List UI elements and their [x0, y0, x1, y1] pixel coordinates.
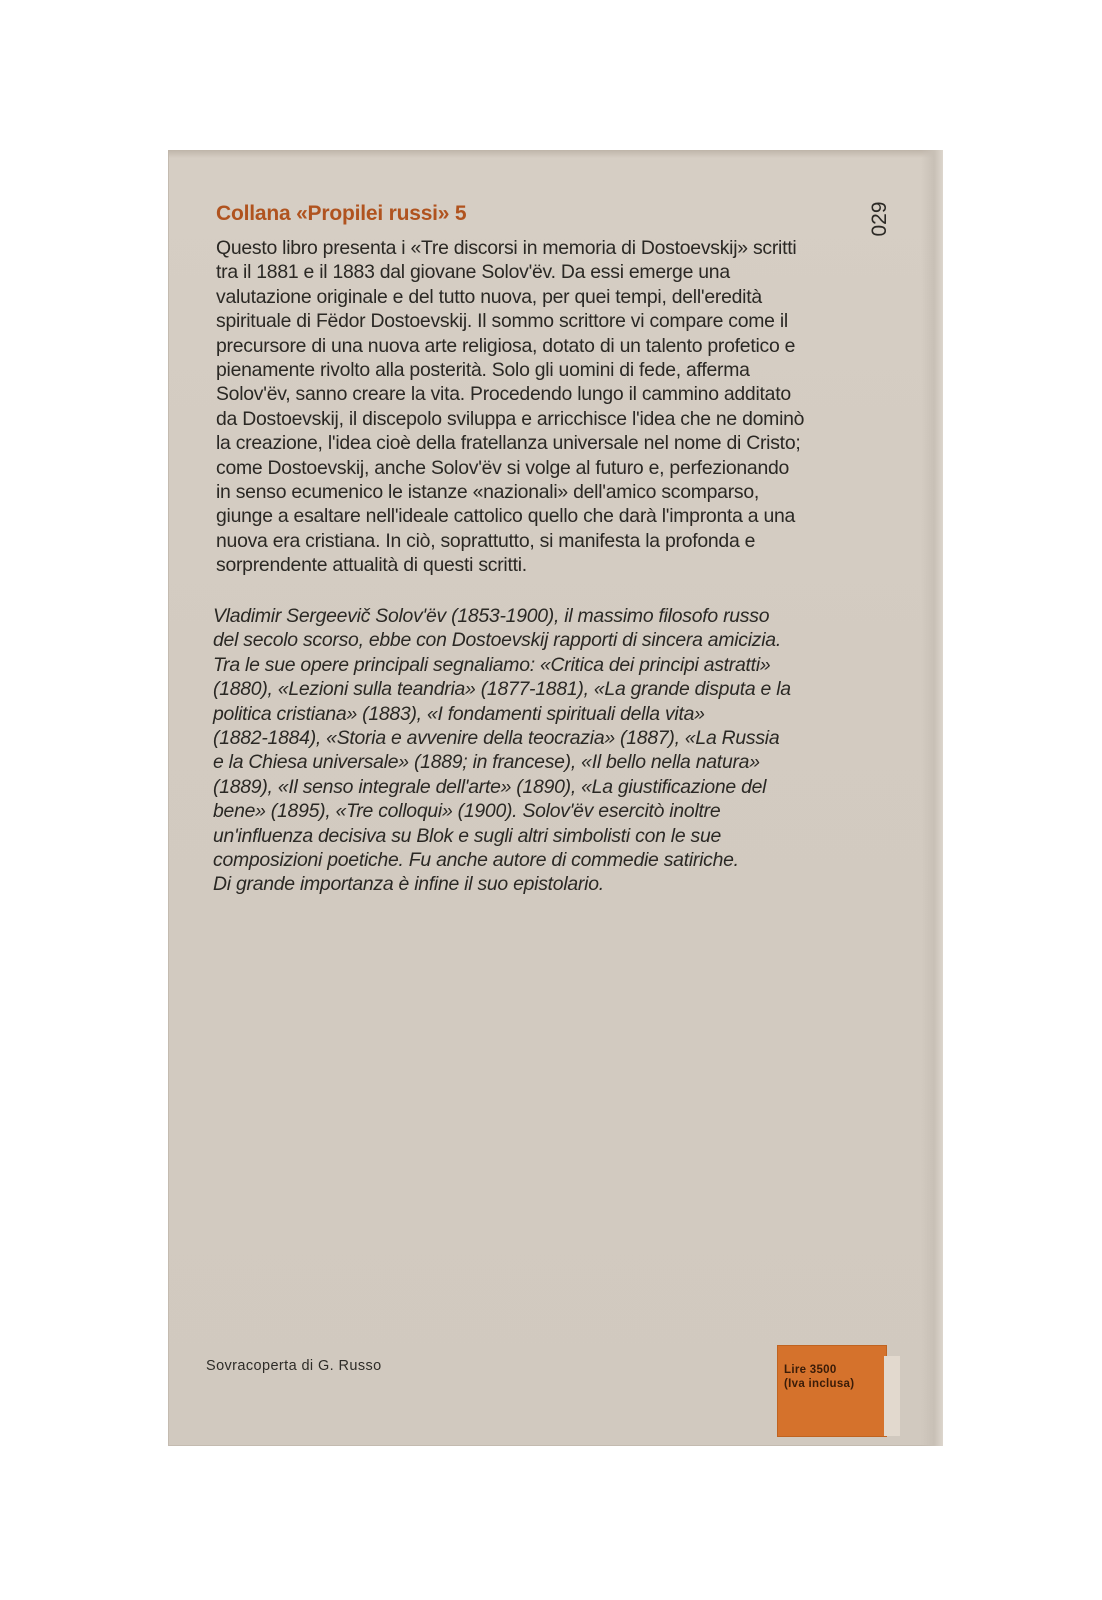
text-line: composizioni poetiche. Fu anche autore di commedie satiriche.: [213, 849, 739, 872]
price-label: Lire 3500: [784, 1364, 837, 1376]
text-line: da Dostoevskij, il discepolo sviluppa e arricchisce l'idea che ne dominò: [216, 407, 805, 430]
text-line: Tra le sue opere principali segnaliamo: «Critica dei principi astratti»: [213, 653, 771, 676]
text-line: pienamente rivolto alla posterità. Solo gli uomini di fede, afferma: [216, 359, 750, 382]
text-line: valutazione originale e del tutto nuova, per quei tempi, dell'eredità: [216, 285, 762, 308]
book-back-cover: [168, 150, 943, 1446]
text-line: giunge a esaltare nell'ideale cattolico quello che darà l'impronta a una: [216, 505, 796, 528]
text-line: sorprendente attualità di questi scritti.: [216, 554, 527, 577]
text-line: precursore di una nuova arte religiosa, dotato di un talento profetico e: [216, 334, 796, 357]
text-line: un'influenza decisiva su Blok e sugli altri simbolisti con le sue: [213, 824, 722, 847]
text-line: come Dostoevskij, anche Solov'ëv si volge al futuro e, perfezionando: [216, 456, 790, 479]
text-line: Vladimir Sergeevič Solov'ëv (1853-1900), il massimo filosofo russo: [213, 605, 770, 627]
catalog-code: 029: [868, 201, 891, 237]
text-line: (1889), «Il senso integrale dell'arte» (1890), «La giustificazione del: [213, 775, 767, 798]
text-line: Questo libro presenta i «Tre discorsi in memoria di Dostoevskij» scritti: [216, 237, 797, 259]
text-line: nuova era cristiana. In ciò, soprattutto, si manifesta la profonda e: [216, 529, 756, 552]
series-title: Collana «Propilei russi» 5: [216, 202, 467, 225]
text-line: spirituale di Fëdor Dostoevskij. Il sommo scrittore vi compare come il: [216, 310, 788, 333]
text-line: del secolo scorso, ebbe con Dostoevskij rapporti di sincera amicizia.: [213, 629, 781, 652]
text-line: Di grande importanza è infine il suo epistolario.: [213, 873, 604, 896]
cover-credit: Sovracoperta di G. Russo: [206, 1358, 382, 1374]
text-line: e la Chiesa universale» (1889; in francese), «Il bello nella natura»: [213, 751, 760, 774]
text-line: (1880), «Lezioni sulla teandria» (1877-1881), «La grande disputa e la: [213, 678, 791, 701]
text-line: Solov'ëv, sanno creare la vita. Procedendo lungo il cammino additato: [216, 383, 791, 406]
text-line: tra il 1881 e il 1883 dal giovane Solov'ëv. Da essi emerge una: [216, 261, 730, 284]
text-line: politica cristiana» (1883), «I fondamenti spirituali della vita»: [213, 702, 705, 725]
book-blurb: [216, 236, 896, 578]
text-line: bene» (1895), «Tre colloqui» (1900). Solov'ëv esercitò inoltre: [213, 800, 721, 823]
text-line: la creazione, l'idea cioè della fratellanza universale nel nome di Cristo;: [216, 432, 801, 455]
text-line: in senso ecumenico le istanze «nazionali» dell'amico scomparso,: [216, 481, 760, 504]
text-line: (1882-1884), «Storia e avvenire della teocrazia» (1887), «La Russia: [213, 727, 780, 750]
author-bio: [213, 604, 893, 897]
price-vat-note: (Iva inclusa): [784, 1378, 855, 1390]
price-sticker: [778, 1346, 886, 1436]
